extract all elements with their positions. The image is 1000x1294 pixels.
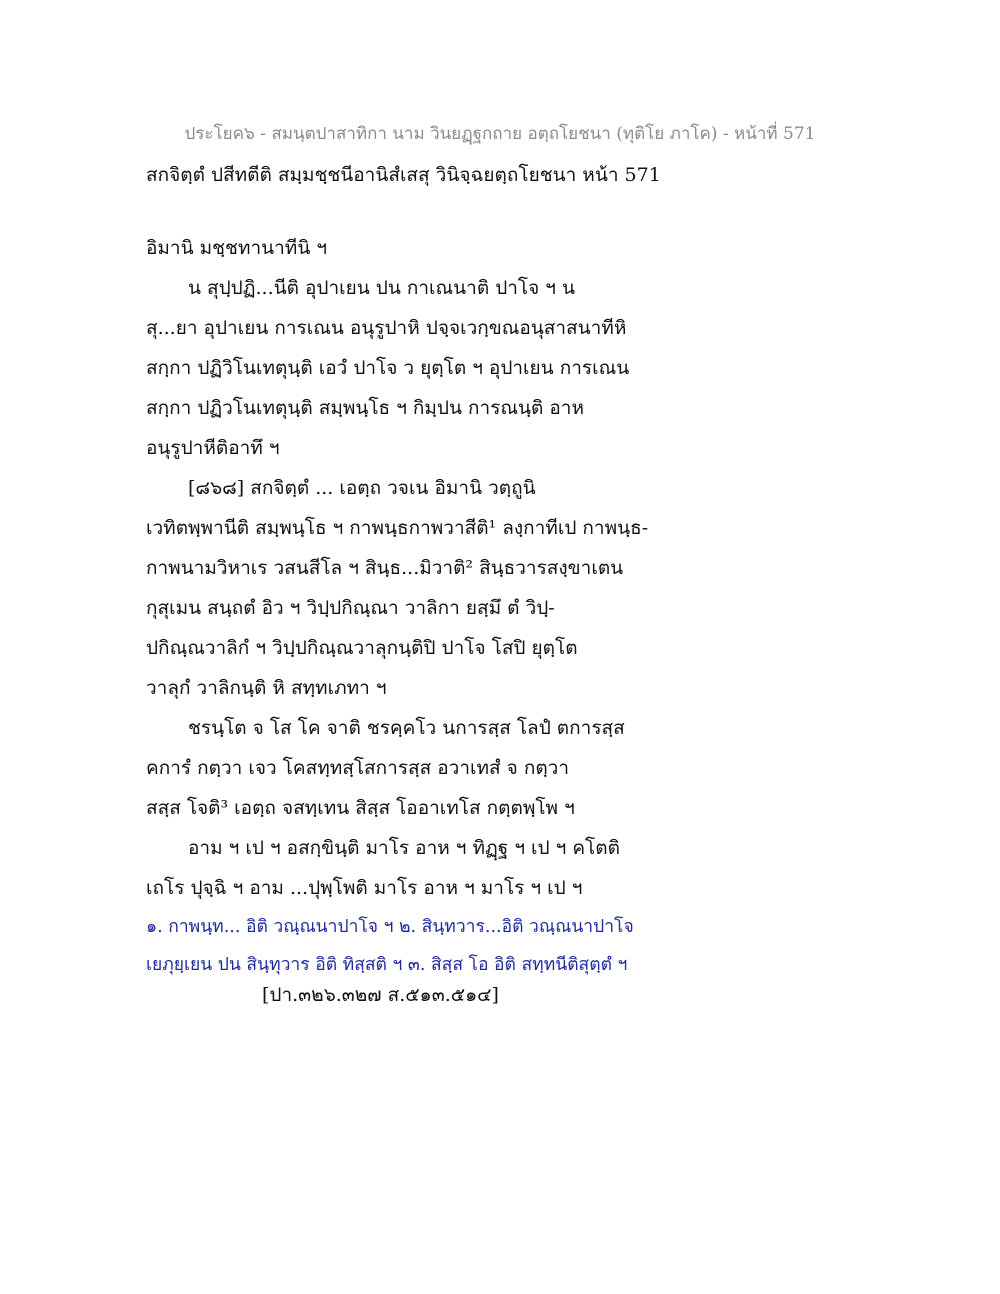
- body-line: อาม ฯ เป ฯ อสกฺขินฺติ มาโร อาห ฯ ทิฏฺฐ ฯ เป ฯ คโตติ: [188, 837, 620, 859]
- body-line: วาลุกํ วาลิกนฺติ หิ สทฺทเภทา ฯ: [146, 677, 387, 699]
- body-line: [๘๖๘] สกจิตฺตํ ... เอตฺถ วจเน อิมานิ วตฺถูนิ: [188, 477, 536, 499]
- body-line: กุสุเมน สนฺถตํ อิว ฯ วิปฺปกิณฺณา วาลิกา ยสฺมึ ตํ วิปฺ-: [146, 597, 555, 619]
- body-line: คการํ กตฺวา เจว โคสทฺทสฺโสการสฺส อวาเทสํ จ กตฺวา: [146, 757, 570, 779]
- running-header: ประโยค๖ - สมนฺตปาสาทิกา นาม วินยฏฺฐกถาย อตฺถโยชนา (ทุติโย ภาโค) - หน้าที่ 571: [184, 124, 816, 144]
- body-line: ปกิณฺณวาลิกํ ฯ วิปฺปกิณฺณวาลุกนฺติปิ ปาโจ โสปิ ยุตฺโต: [146, 637, 578, 659]
- body-line: เถโร ปุจฺฉิ ฯ อาม ...ปุพฺโพติ มาโร อาห ฯ มาโร ฯ เป ฯ: [146, 877, 583, 899]
- body-line: น สุปฺปฏิ...นีติ อุปาเยน ปน กาเณนาติ ปาโจ ฯ น: [188, 277, 576, 299]
- document-title: สกจิตฺตํ ปสีทตีติ สมฺมชฺชนีอานิสํเสสุ วินิจฺฉยตฺถโยชนา หน้า 571: [146, 164, 661, 186]
- body-line: สกฺกา ปฏิวิโนเทตุนฺติ เอวํ ปาโจ ว ยุตฺโต ฯ อุปาเยน การเณน: [146, 357, 630, 379]
- body-line: ชรนฺโต จ โส โค จาติ ชรคฺคโว นการสฺส โลปํ ตการสฺส: [188, 717, 625, 739]
- body-text: [146, 228, 866, 908]
- body-line: เวทิตพฺพานีติ สมฺพนฺโธ ฯ กาพนฺธกาพวาสีติ¹ ลงฺกาทีเป กาพนฺธ-: [146, 517, 649, 539]
- body-line: สุ...ยา อุปาเยน การเณน อนุรูปาหิ ปจฺจเวกฺขณอนุสาสนาทีหิ: [146, 317, 627, 339]
- footnote-line: เยภุยฺเยน ปน สินฺทุวาร อิติ ทิสฺสติ ฯ ๓. สิสฺส โอ อิติ สทฺทนีติสุตฺตํ ฯ: [146, 955, 628, 975]
- body-line: สสฺส โจติ³ เอตฺถ จสทฺเทน สิสฺส โออาเทโส กตฺตพฺโพ ฯ: [146, 797, 575, 819]
- body-line: อิมานิ มชฺชทานาทีนิ ฯ: [146, 237, 328, 259]
- footnotes: [146, 908, 634, 984]
- body-line: อนุรูปาหีติอาทึ ฯ: [146, 437, 280, 459]
- body-line: สกฺกา ปฏิวโนเทตุนฺติ สมฺพนฺโธ ฯ กิมฺปน การณนฺติ อาห: [146, 397, 584, 419]
- body-line: กาพนามวิหาเร วสนสีโล ฯ สินฺธ...มิวาติ² สินฺธวารสงฺขาเตน: [146, 557, 624, 579]
- footnote-line: ๑. กาพนฺท... อิติ วณฺณนาปาโจ ฯ ๒. สินฺทวาร...อิติ วณฺณนาปาโจ: [146, 917, 634, 937]
- page-reference: [ปา.๓๒๖.๓๒๗ ส.๕๑๓.๕๑๔]: [262, 984, 499, 1006]
